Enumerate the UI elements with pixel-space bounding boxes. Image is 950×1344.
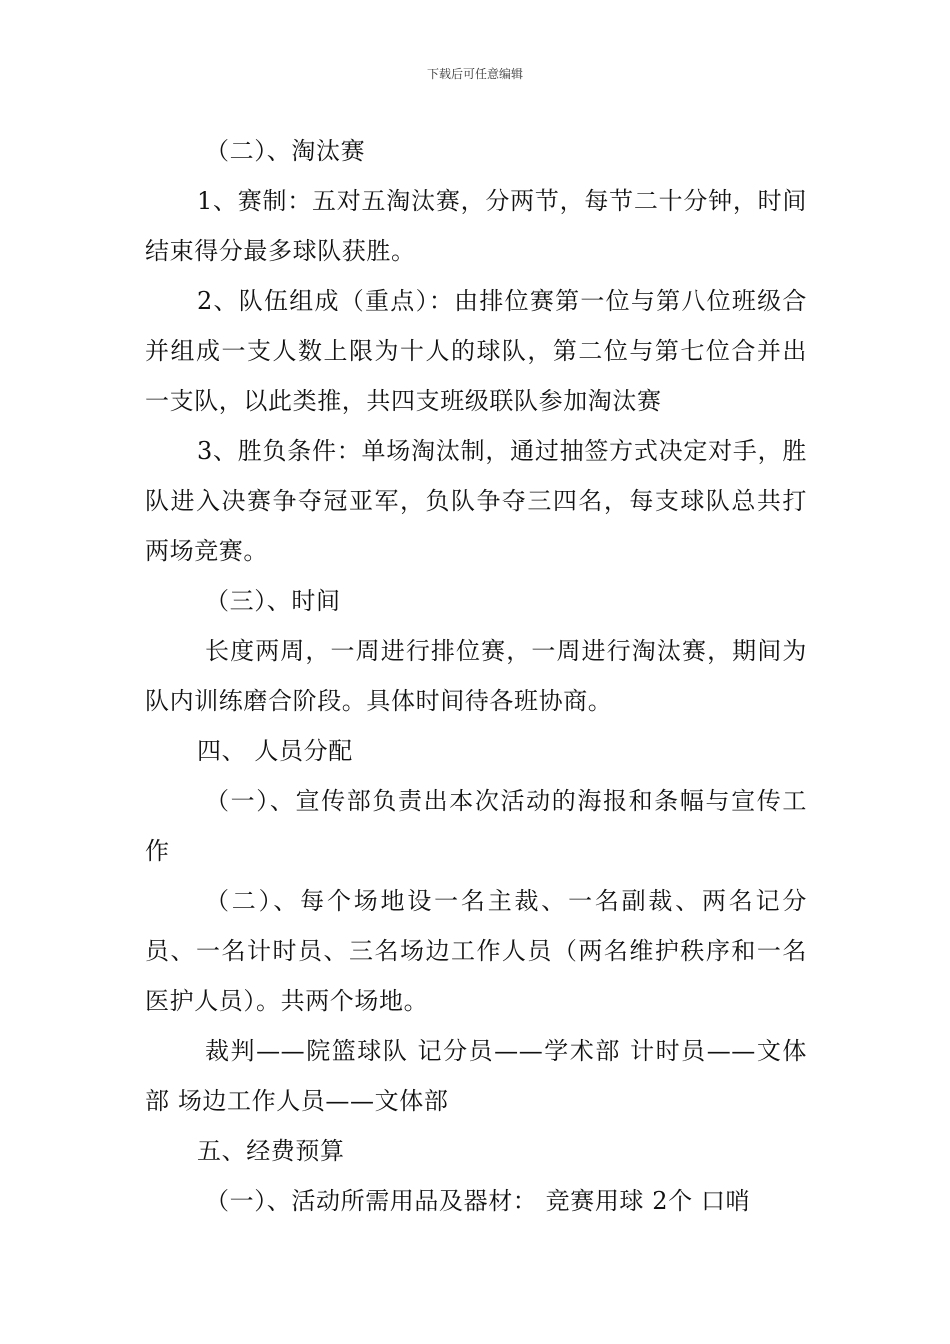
paragraph-format: 1、赛制：五对五淘汰赛，分两节，每节二十分钟，时间结束得分最多球队获胜。 bbox=[145, 187, 807, 265]
paragraph-win-conditions: 3、胜负条件：单场淘汰制，通过抽签方式决定对手，胜队进入决赛争夺冠亚军，负队争夺三四名，每支球队总共打两场竞赛。 bbox=[145, 437, 807, 565]
document-body bbox=[145, 126, 807, 1226]
paragraph-duration: 长度两周，一周进行排位赛，一周进行淘汰赛，期间为队内训练磨合阶段。具体时间待各班协商。 bbox=[145, 637, 807, 715]
section-heading-staffing: 四、 人员分配 bbox=[197, 737, 353, 765]
paragraph-team-composition: 2、队伍组成（重点）：由排位赛第一位与第八位班级合并组成一支人数上限为十人的球队，第二位与第七位合并出一支队，以此类推，共四支班级联队参加淘汰赛 bbox=[145, 287, 807, 415]
section-heading-knockout: （二）、淘汰赛 bbox=[205, 137, 366, 165]
section-heading-budget: 五、经费预算 bbox=[197, 1137, 345, 1165]
paragraph-publicity: （一）、宣传部负责出本次活动的海报和条幅与宣传工作 bbox=[145, 787, 807, 865]
paragraph-venue-staff: （二）、每个场地设一名主裁、一名副裁、两名记分员、一名计时员、三名场边工作人员（两名维护秩序和一名医护人员）。共两个场地。 bbox=[145, 887, 807, 1015]
paragraph-role-assignment: 裁判——院篮球队 记分员——学术部 计时员——文体部 场边工作人员——文体部 bbox=[145, 1037, 807, 1115]
section-heading-time: （三）、时间 bbox=[205, 587, 341, 615]
paragraph-equipment: （一）、活动所需用品及器材： 竞赛用球 2个 口哨 bbox=[205, 1187, 751, 1215]
page-header: 下载后可任意编辑 bbox=[426, 67, 523, 81]
